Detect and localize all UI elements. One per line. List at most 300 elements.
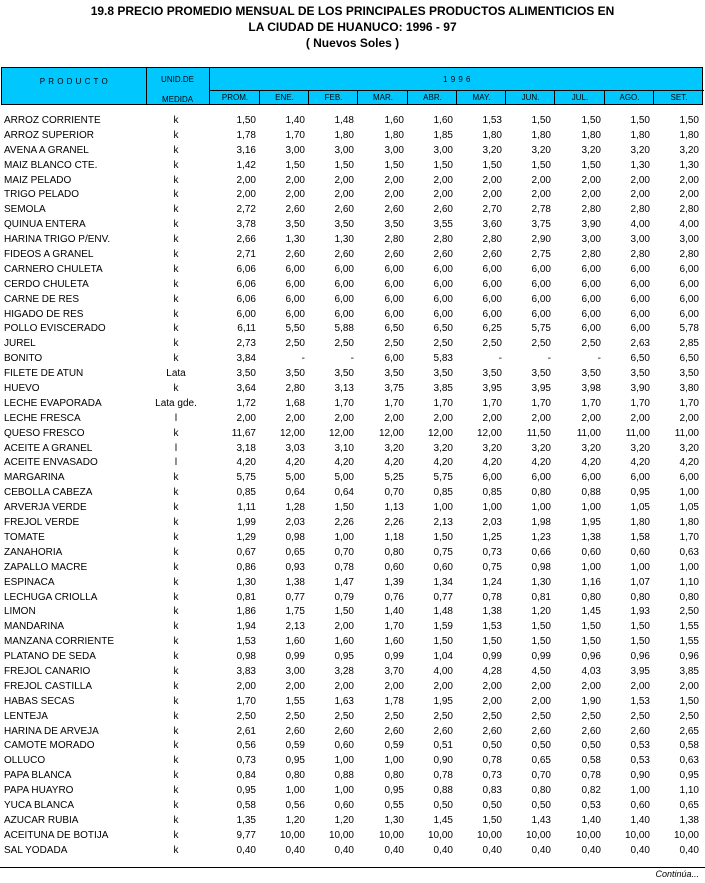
price-cell: 1,50 — [285, 159, 305, 171]
price-cell: 1,42 — [236, 159, 256, 171]
price-cell: 0,77 — [433, 591, 453, 603]
price-cell: 0,60 — [334, 799, 354, 811]
price-cell: 0,53 — [630, 740, 650, 752]
price-cell: 2,03 — [285, 517, 305, 529]
price-cell: 1,50 — [236, 115, 256, 126]
price-cell: 0,95 — [384, 785, 404, 797]
price-cell: 3,20 — [384, 442, 404, 454]
price-cell: 2,85 — [679, 338, 699, 350]
price-cell: 2,00 — [531, 189, 551, 201]
price-cell: 2,60 — [630, 725, 650, 737]
price-cell: 1,00 — [630, 561, 650, 573]
price-cell: 1,00 — [531, 502, 551, 514]
price-cell: 2,73 — [236, 338, 256, 350]
table-row — [0, 799, 705, 814]
price-cell: - — [498, 353, 502, 365]
unit-cell: k — [173, 263, 179, 275]
price-cell: 6,00 — [285, 293, 305, 305]
price-cell: 1,55 — [679, 621, 699, 633]
price-cell: 6,00 — [482, 293, 502, 305]
product-name: ZANAHORIA — [4, 546, 63, 558]
price-cell: 1,38 — [679, 814, 699, 826]
price-cell: 0,99 — [482, 651, 502, 663]
unit-cell: k — [173, 502, 179, 514]
price-cell: 0,70 — [334, 546, 354, 558]
price-cell: 0,78 — [482, 755, 502, 767]
price-cell: 0,90 — [433, 755, 453, 767]
price-cell: 2,60 — [482, 725, 502, 737]
price-cell: 2,00 — [334, 412, 354, 424]
price-cell: 6,00 — [581, 472, 601, 484]
price-cell: 1,04 — [433, 651, 453, 663]
unit-cell: k — [173, 472, 179, 484]
price-cell: 0,78 — [482, 591, 502, 603]
price-cell: 3,85 — [433, 383, 453, 395]
price-cell: 2,50 — [531, 710, 551, 722]
price-cell: 4,03 — [581, 665, 601, 677]
price-cell: 3,00 — [630, 234, 650, 246]
price-cell: 1,18 — [384, 531, 404, 543]
price-cell: 3,50 — [236, 368, 256, 380]
price-cell: 2,00 — [679, 680, 699, 692]
product-name: CAMOTE MORADO — [4, 740, 95, 752]
price-cell: 2,80 — [482, 234, 502, 246]
price-cell: 1,00 — [679, 487, 699, 499]
price-cell: 1,25 — [482, 531, 502, 543]
table-row — [0, 531, 705, 546]
unit-cell: k — [173, 740, 179, 752]
price-cell: 3,95 — [531, 383, 551, 395]
price-cell: 0,50 — [581, 740, 601, 752]
price-cell: 0,78 — [581, 770, 601, 782]
price-cell: 6,00 — [482, 308, 502, 320]
price-cell: 6,00 — [334, 278, 354, 290]
price-cell: 6,11 — [237, 323, 256, 335]
price-cell: 2,50 — [285, 338, 305, 350]
price-cell: 6,00 — [236, 308, 256, 320]
table-row — [0, 605, 705, 620]
price-cell: 1,30 — [334, 234, 354, 246]
price-cell: 2,00 — [433, 174, 453, 186]
price-cell: 3,00 — [581, 234, 601, 246]
price-cell: 3,90 — [630, 383, 650, 395]
price-cell: 4,20 — [433, 457, 453, 469]
product-name: YUCA BLANCA — [4, 799, 75, 811]
price-cell: 6,00 — [531, 278, 551, 290]
unit-cell: Lata gde. — [155, 397, 197, 409]
price-cell: 6,00 — [433, 308, 453, 320]
price-cell: 1,05 — [679, 502, 699, 514]
table-row — [0, 263, 705, 278]
table-row — [0, 665, 705, 680]
price-cell: 1,00 — [334, 755, 354, 767]
header-month: ABR. — [423, 93, 442, 102]
price-cell: 0,96 — [679, 651, 699, 663]
product-name: ACEITE A GRANEL — [4, 442, 93, 454]
price-cell: 10,00 — [673, 829, 699, 841]
table-row — [0, 591, 705, 606]
price-cell: 12,00 — [476, 427, 502, 439]
price-cell: 1,35 — [236, 814, 256, 826]
table-row — [0, 337, 705, 352]
price-cell: 2,50 — [679, 710, 699, 722]
price-cell: 0,50 — [433, 799, 453, 811]
table-row — [0, 248, 705, 263]
price-cell: 0,66 — [531, 546, 551, 558]
price-cell: 3,00 — [679, 234, 699, 246]
price-cell: 2,00 — [384, 412, 404, 424]
price-cell: 3,80 — [679, 383, 699, 395]
price-cell: 0,40 — [384, 844, 404, 856]
price-cell: 1,53 — [630, 695, 650, 707]
price-cell: 1,13 — [384, 502, 404, 514]
price-cell: 1,80 — [334, 129, 354, 141]
price-cell: 0,60 — [433, 561, 453, 573]
product-name: HIGADO DE RES — [4, 308, 84, 320]
price-cell: 2,00 — [630, 680, 650, 692]
price-cell: 4,00 — [679, 219, 699, 231]
price-cell: 6,25 — [482, 323, 502, 335]
price-cell: 0,81 — [236, 591, 256, 603]
price-cell: 1,50 — [482, 636, 502, 648]
product-name: SAL YODADA — [4, 844, 68, 856]
price-cell: 11,00 — [625, 427, 650, 439]
price-cell: 0,58 — [679, 740, 699, 752]
price-cell: 1,45 — [581, 606, 601, 618]
price-cell: 0,60 — [630, 546, 650, 558]
price-cell: 2,60 — [285, 204, 305, 216]
table-row — [0, 352, 705, 367]
product-name: FILETE DE ATUN — [4, 368, 84, 380]
product-name: HUEVO — [4, 383, 40, 395]
price-cell: 2,60 — [384, 204, 404, 216]
unit-cell: k — [173, 829, 179, 841]
price-cell: 2,00 — [581, 680, 601, 692]
unit-cell: k — [173, 755, 179, 767]
product-name: AVENA A GRANEL — [4, 144, 89, 156]
price-cell: 1,50 — [482, 814, 502, 826]
price-cell: 1,90 — [581, 695, 601, 707]
unit-cell: k — [173, 576, 179, 588]
price-cell: 3,50 — [581, 368, 601, 380]
product-name: CARNE DE RES — [4, 293, 80, 305]
product-name: PLATANO DE SEDA — [4, 651, 96, 663]
table-body — [0, 114, 705, 859]
unit-cell: k — [173, 844, 179, 856]
price-cell: 1,70 — [482, 397, 502, 409]
table-row — [0, 620, 705, 635]
price-cell: 0,99 — [285, 651, 305, 663]
price-cell: 2,50 — [334, 710, 354, 722]
price-cell: 2,00 — [482, 189, 502, 201]
price-cell: 2,60 — [334, 249, 354, 261]
price-cell: 2,00 — [679, 189, 699, 201]
price-cell: 3,00 — [433, 144, 453, 156]
table-row — [0, 129, 705, 144]
product-name: ACEITE ENVASADO — [4, 457, 98, 469]
product-name: FIDEOS A GRANEL — [4, 249, 94, 261]
price-cell: 1,50 — [630, 621, 650, 633]
price-cell: 1,47 — [334, 576, 354, 588]
unit-cell: k — [173, 606, 179, 618]
price-cell: 3,13 — [334, 383, 354, 395]
table-row — [0, 293, 705, 308]
price-cell: 6,00 — [482, 263, 502, 275]
price-cell: 10,00 — [476, 829, 502, 841]
table-row — [0, 829, 705, 844]
price-cell: 2,50 — [433, 710, 453, 722]
price-cell: 1,85 — [433, 129, 453, 141]
table-row — [0, 456, 705, 471]
unit-cell: k — [173, 219, 179, 231]
price-cell: 6,00 — [384, 278, 404, 290]
price-cell: 1,60 — [384, 115, 404, 126]
price-cell: 3,50 — [433, 368, 453, 380]
price-cell: 5,50 — [285, 323, 305, 335]
price-cell: 2,00 — [581, 174, 601, 186]
price-cell: 1,94 — [236, 621, 256, 633]
price-cell: 0,40 — [482, 844, 502, 856]
price-cell: 0,80 — [531, 487, 551, 499]
product-name: ARROZ CORRIENTE — [4, 115, 101, 126]
price-cell: 1,70 — [384, 397, 404, 409]
price-cell: 5,00 — [285, 472, 305, 484]
price-cell: 0,53 — [581, 799, 601, 811]
price-cell: 2,90 — [531, 234, 551, 246]
price-cell: 3,50 — [334, 368, 354, 380]
price-cell: 3,20 — [531, 442, 551, 454]
table-row — [0, 174, 705, 189]
price-cell: 0,80 — [531, 785, 551, 797]
price-cell: 1,05 — [630, 502, 650, 514]
product-name: QUINUA ENTERA — [4, 219, 86, 231]
price-cell: 3,85 — [679, 665, 699, 677]
price-cell: 1,40 — [581, 814, 601, 826]
price-cell: 9,77 — [236, 829, 256, 841]
price-cell: 2,00 — [482, 680, 502, 692]
price-cell: 2,00 — [285, 412, 305, 424]
price-cell: 1,40 — [384, 606, 404, 618]
unit-cell: k — [173, 144, 179, 156]
price-cell: 1,53 — [482, 621, 502, 633]
price-cell: 6,06 — [236, 278, 256, 290]
price-cell: 0,70 — [531, 770, 551, 782]
price-cell: 0,56 — [236, 740, 256, 752]
price-cell: 0,78 — [433, 770, 453, 782]
table-row — [0, 367, 705, 382]
price-cell: 1,70 — [384, 621, 404, 633]
table-row — [0, 680, 705, 695]
price-cell: 1,50 — [334, 502, 354, 514]
price-cell: 6,00 — [679, 308, 699, 320]
price-cell: 2,00 — [384, 680, 404, 692]
price-cell: 0,65 — [679, 799, 699, 811]
price-cell: 6,00 — [630, 263, 650, 275]
price-cell: 0,75 — [433, 546, 453, 558]
product-name: ZAPALLO MACRE — [4, 561, 88, 573]
price-cell: 0,50 — [482, 799, 502, 811]
product-name: MAIZ BLANCO CTE. — [4, 159, 98, 171]
price-cell: 1,00 — [581, 561, 601, 573]
price-cell: 1,50 — [531, 159, 551, 171]
product-name: FREJOL CANARIO — [4, 665, 91, 677]
table-row — [0, 382, 705, 397]
price-cell: 0,63 — [679, 546, 699, 558]
price-cell: 1,50 — [531, 636, 551, 648]
price-cell: 0,70 — [384, 487, 404, 499]
price-cell: 0,90 — [630, 770, 650, 782]
header-month: AGO. — [619, 93, 640, 102]
price-cell: 2,50 — [630, 710, 650, 722]
price-cell: 5,78 — [679, 323, 699, 335]
header-month: MAR. — [373, 93, 393, 102]
price-cell: 2,65 — [679, 725, 699, 737]
table-row — [0, 844, 705, 859]
unit-cell: k — [173, 293, 179, 305]
price-cell: 6,00 — [581, 278, 601, 290]
price-cell: 2,80 — [285, 383, 305, 395]
price-cell: 1,50 — [433, 636, 453, 648]
price-cell: 1,95 — [433, 695, 453, 707]
header-month: ENE. — [275, 93, 294, 102]
title-line-2: LA CIUDAD DE HUANUCO: 1996 - 97 — [248, 20, 457, 34]
price-cell: 1,28 — [285, 502, 305, 514]
unit-cell: k — [173, 636, 179, 648]
unit-cell: k — [173, 770, 179, 782]
price-cell: 6,00 — [531, 263, 551, 275]
price-cell: 10,00 — [575, 829, 601, 841]
price-cell: 1,20 — [285, 814, 305, 826]
price-cell: 0,59 — [285, 740, 305, 752]
header-month: PROM. — [221, 93, 249, 102]
price-cell: 2,50 — [531, 338, 551, 350]
price-cell: 2,50 — [679, 606, 699, 618]
price-cell: 0,95 — [334, 651, 354, 663]
price-cell: 3,50 — [531, 368, 551, 380]
price-cell: 2,60 — [433, 725, 453, 737]
price-cell: 1,00 — [334, 785, 354, 797]
unit-cell: k — [173, 189, 179, 201]
unit-cell: k — [173, 338, 179, 350]
price-cell: 1,00 — [334, 531, 354, 543]
header-producto: P R O D U C T O — [39, 77, 109, 86]
table-row — [0, 442, 705, 457]
product-name: HARINA DE ARVEJA — [4, 725, 99, 737]
product-name: LECHE FRESCA — [4, 412, 81, 424]
price-cell: 0,40 — [285, 844, 305, 856]
price-cell: 2,00 — [679, 412, 699, 424]
unit-cell: k — [173, 680, 179, 692]
price-cell: 2,00 — [433, 412, 453, 424]
price-cell: 4,28 — [482, 665, 502, 677]
price-cell: 1,59 — [433, 621, 453, 633]
table-row — [0, 144, 705, 159]
price-cell: 3,18 — [236, 442, 256, 454]
product-name: SEMOLA — [4, 204, 46, 216]
product-name: HARINA TRIGO P/ENV. — [4, 234, 111, 246]
price-cell: 3,20 — [630, 442, 650, 454]
price-cell: 0,81 — [531, 591, 551, 603]
price-cell: 2,00 — [236, 189, 256, 201]
price-cell: 10,00 — [624, 829, 650, 841]
price-cell: 0,51 — [433, 740, 453, 752]
price-cell: 2,00 — [384, 174, 404, 186]
unit-cell: k — [173, 115, 179, 126]
price-cell: 1,75 — [285, 606, 305, 618]
price-cell: 2,80 — [433, 234, 453, 246]
price-cell: 1,70 — [433, 397, 453, 409]
price-cell: 6,00 — [581, 308, 601, 320]
price-cell: 3,95 — [482, 383, 502, 395]
price-cell: 12,00 — [378, 427, 404, 439]
price-cell: 3,70 — [384, 665, 404, 677]
table-row — [0, 725, 705, 740]
price-cell: 1,40 — [285, 115, 305, 126]
price-cell: 0,95 — [236, 785, 256, 797]
price-cell: 0,60 — [384, 561, 404, 573]
price-cell: 1,50 — [531, 115, 551, 126]
product-name: LECHUGA CRIOLLA — [4, 591, 98, 603]
price-cell: 1,86 — [236, 606, 256, 618]
product-name: LIMON — [4, 606, 36, 618]
price-cell: 0,84 — [236, 770, 256, 782]
unit-cell: k — [173, 621, 179, 633]
price-cell: 1,70 — [679, 531, 699, 543]
price-cell: 2,00 — [236, 412, 256, 424]
price-cell: 12,00 — [328, 427, 354, 439]
price-cell: 0,80 — [630, 591, 650, 603]
price-cell: 2,00 — [236, 680, 256, 692]
price-cell: 10,00 — [328, 829, 354, 841]
price-cell: 0,58 — [581, 755, 601, 767]
price-cell: 1,00 — [384, 755, 404, 767]
price-cell: 0,75 — [482, 561, 502, 573]
price-cell: 1,50 — [384, 159, 404, 171]
price-cell: 2,00 — [236, 174, 256, 186]
price-cell: 2,00 — [285, 680, 305, 692]
price-cell: 3,90 — [581, 219, 601, 231]
price-cell: 5,75 — [433, 472, 453, 484]
unit-cell: k — [173, 561, 179, 573]
price-cell: 0,60 — [581, 546, 601, 558]
price-cell: 5,75 — [531, 323, 551, 335]
price-cell: 4,00 — [630, 219, 650, 231]
title-line-1: 19.8 PRECIO PROMEDIO MENSUAL DE LOS PRINCIPALES PRODUCTOS ALIMENTICIOS EN — [90, 4, 615, 18]
price-cell: 2,61 — [236, 725, 256, 737]
price-cell: 1,58 — [630, 531, 650, 543]
price-cell: 11,00 — [674, 427, 699, 439]
price-cell: 0,60 — [334, 740, 354, 752]
price-cell: 2,00 — [630, 189, 650, 201]
price-cell: 3,20 — [679, 144, 699, 156]
price-cell: 6,00 — [285, 263, 305, 275]
price-cell: 3,20 — [630, 144, 650, 156]
continua-note: Continúa... — [655, 869, 699, 879]
unit-cell: k — [173, 799, 179, 811]
price-cell: 1,60 — [433, 115, 453, 126]
unit-cell: k — [173, 278, 179, 290]
unit-cell: k — [173, 129, 179, 141]
price-cell: 0,40 — [236, 844, 256, 856]
product-name: BONITO — [4, 353, 43, 365]
price-cell: 6,00 — [384, 263, 404, 275]
price-cell: 6,00 — [630, 308, 650, 320]
price-cell: 0,40 — [433, 844, 453, 856]
price-cell: 1,00 — [679, 561, 699, 573]
price-cell: 2,78 — [531, 204, 551, 216]
price-cell: 1,60 — [384, 636, 404, 648]
price-cell: 6,00 — [531, 308, 551, 320]
